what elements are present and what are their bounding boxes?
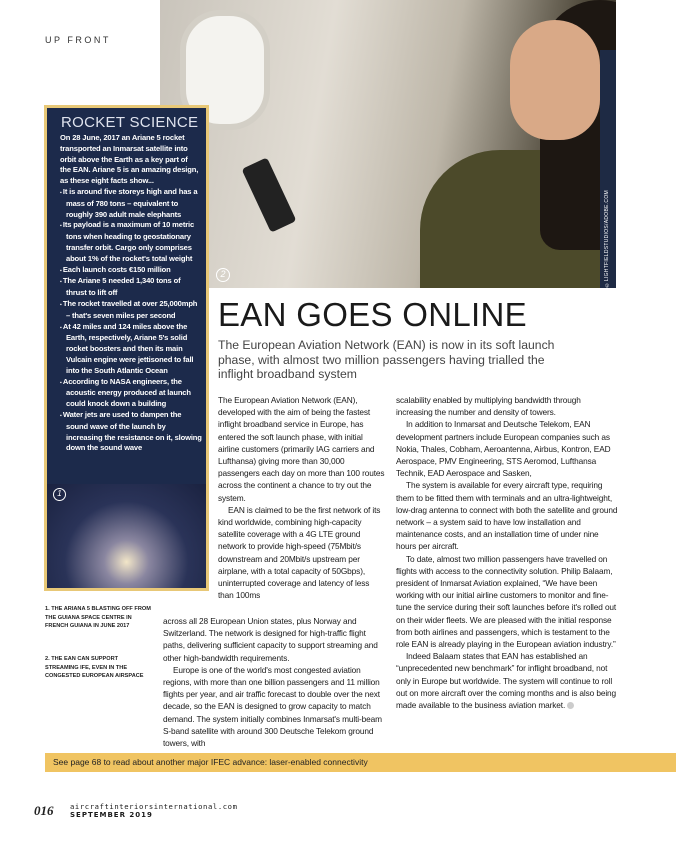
phone-shape xyxy=(242,157,297,232)
paragraph: To date, almost two million passengers have travelled on flights with access to the connectivity solution. Philip Balaam, president of Inmarsat Aviation explained, “We have been working with our initial airline customers to monitor and fine-tune the service during their soft launches before it's rolled out on their wider fleets. We are pleased with the initial response from both airlines and passengers, which is testament to the role EAN is already playing in the European aviation industry.” xyxy=(396,553,617,650)
fact-item: ▪ Its payload is a maximum of 10 metric tons when heading to geostationary transfer orbit. Cargo only comprises about 1% of the rocket's total weight xyxy=(60,220,202,264)
sidebar-title: ROCKET SCIENCE xyxy=(61,114,199,131)
fact-item: ▪ It is around five storeys high and has a mass of 780 tons – equivalent to roughly 390 adult male elephants xyxy=(60,187,202,220)
face-shape xyxy=(510,20,600,140)
website: aircraftinteriorsinternational.com xyxy=(70,802,238,811)
fact-item: ▪ At 42 miles and 124 miles above the Earth, respectively, Ariane 5's solid rocket boosters and then its main Vulcain engine were jettisoned to fall into the South Atlantic Ocean xyxy=(60,322,202,377)
caption-1: 1. THE ARIANA 5 BLASTING OFF FROM THE GUIANA SPACE CENTRE IN FRENCH GUIANA IN JUNE 2017 xyxy=(45,606,151,630)
paragraph xyxy=(396,650,618,711)
fact-item: ▪ The Ariane 5 needed 1,340 tons of thrust to lift off xyxy=(60,276,202,299)
fact-item: ▪ The rocket travelled at over 25,000mph – that's seven miles per second xyxy=(60,299,202,322)
section-label: UP FRONT xyxy=(45,35,111,45)
photo-number: 1 xyxy=(53,488,66,501)
paragraph: EAN is claimed to be the first network of its kind worldwide, combining high-capacity satellite coverage with a 4G LTE ground network to provide high-speed (75Mbit/s downstream and 20Mbit/s upstream per airplane, with a total capacity of 50Gbps), uninterrupted coverage and latency of less than 100ms xyxy=(218,504,381,601)
paragraph: Europe is one of the world's most congested aviation regions, with more than one billion passengers and 11 million flights per year, and air traffic forecast to double over the next decade, so the EAN is designed to grow capacity to match demand. The system initially combines Inmarsat's multi-beam S-band satellite with around 300 Deutsche Telekom ground towers, with xyxy=(163,664,382,749)
facts-list xyxy=(47,187,206,454)
rocket-science-sidebar xyxy=(44,105,209,591)
paragraph: The system is available for every aircraft type, requiring them to be fitted them with terminals and an ultra-lightweight, low-drag antenna to connect with both the satellite and ground network – a system said to have low installation and maintenance costs, and an installation time of under nine hours per aircraft. xyxy=(396,480,618,552)
fact-item: ▪ Water jets are used to dampen the sound wave of the launch by increasing the resistance on it, slowing down the sound wave xyxy=(60,410,202,454)
fact-item: ▪ Each launch costs €150 million xyxy=(60,265,202,277)
standfirst: The European Aviation Network (EAN) is now in its soft launch phase, with almost two million passengers having trialled the inflight broadband system xyxy=(218,338,555,381)
promo-bar: See page 68 to read about another major IFEC advance: laser-enabled connectivity xyxy=(45,753,676,772)
sidebar-intro: On 28 June, 2017 an Ariane 5 rocket transported an Inmarsat satellite into orbit above the Earth as a key part of the EAN. Ariane 5 is an amazing design, as these eight facts show... xyxy=(60,133,199,186)
body-column-2 xyxy=(396,394,618,711)
paragraph: scalability enabled by multiplying bandwidth through increasing the number and density of towers. xyxy=(396,395,581,418)
body-column-1-continued xyxy=(163,615,386,749)
paragraph: across all 28 European Union states, plus Norway and Switzerland. The network is designed for high-traffic flight paths, delivering sufficient capacity to support streaming and other high-bandwidth requirements. xyxy=(163,616,378,663)
caption-2: 2. THE EAN CAN SUPPORT STREAMING IFE, EVEN IN THE CONGESTED EUROPEAN AIRSPACE xyxy=(45,656,144,680)
paragraph: The European Aviation Network (EAN), developed with the aim of being the fastest inflight broadband service in Europe, has entered the soft launch phase, with initial airline customers (primarily IAG carriers and Lufthansa) giving more than 30,000 passengers each day on more than 100 routes across the continent a chance to try out the system. xyxy=(218,395,385,503)
paragraph-text: Indeed Balaam states that EAN has established an “unprecedented new benchmark” for inflight broadband, not only in Europe but worldwide. The system will continue to roll out on more aircraft over the coming months and is also being made available to the business aviation market. xyxy=(396,651,617,711)
headline: EAN GOES ONLINE xyxy=(218,296,527,333)
footer-info xyxy=(70,803,238,819)
rocket-launch-photo xyxy=(47,484,206,588)
page-number: 016 xyxy=(34,803,54,818)
paragraph: In addition to Inmarsat and Deutsche Telekom, EAN development partners include European companies such as Nokia, Thales, Cobham, Aeroantenna, Airbus, Kontron, EAD Aerospace, PMV Engineering, STS Aeromod, Lufthansa Technik, EAD Aerospace and Sasken, xyxy=(396,419,611,479)
fact-item: ▪ According to NASA engineers, the acoustic energy produced at launch could knock down a building xyxy=(60,377,202,410)
issue-date: SEPTEMBER 2019 xyxy=(70,811,153,819)
passenger-photo xyxy=(160,0,616,288)
photo-number: 2 xyxy=(216,268,230,282)
body-column-1 xyxy=(218,394,386,601)
photo-credit: ©LIGHTFIELDSTUDIOS/ADOBE.COM xyxy=(604,190,610,288)
end-mark-icon xyxy=(567,702,574,709)
